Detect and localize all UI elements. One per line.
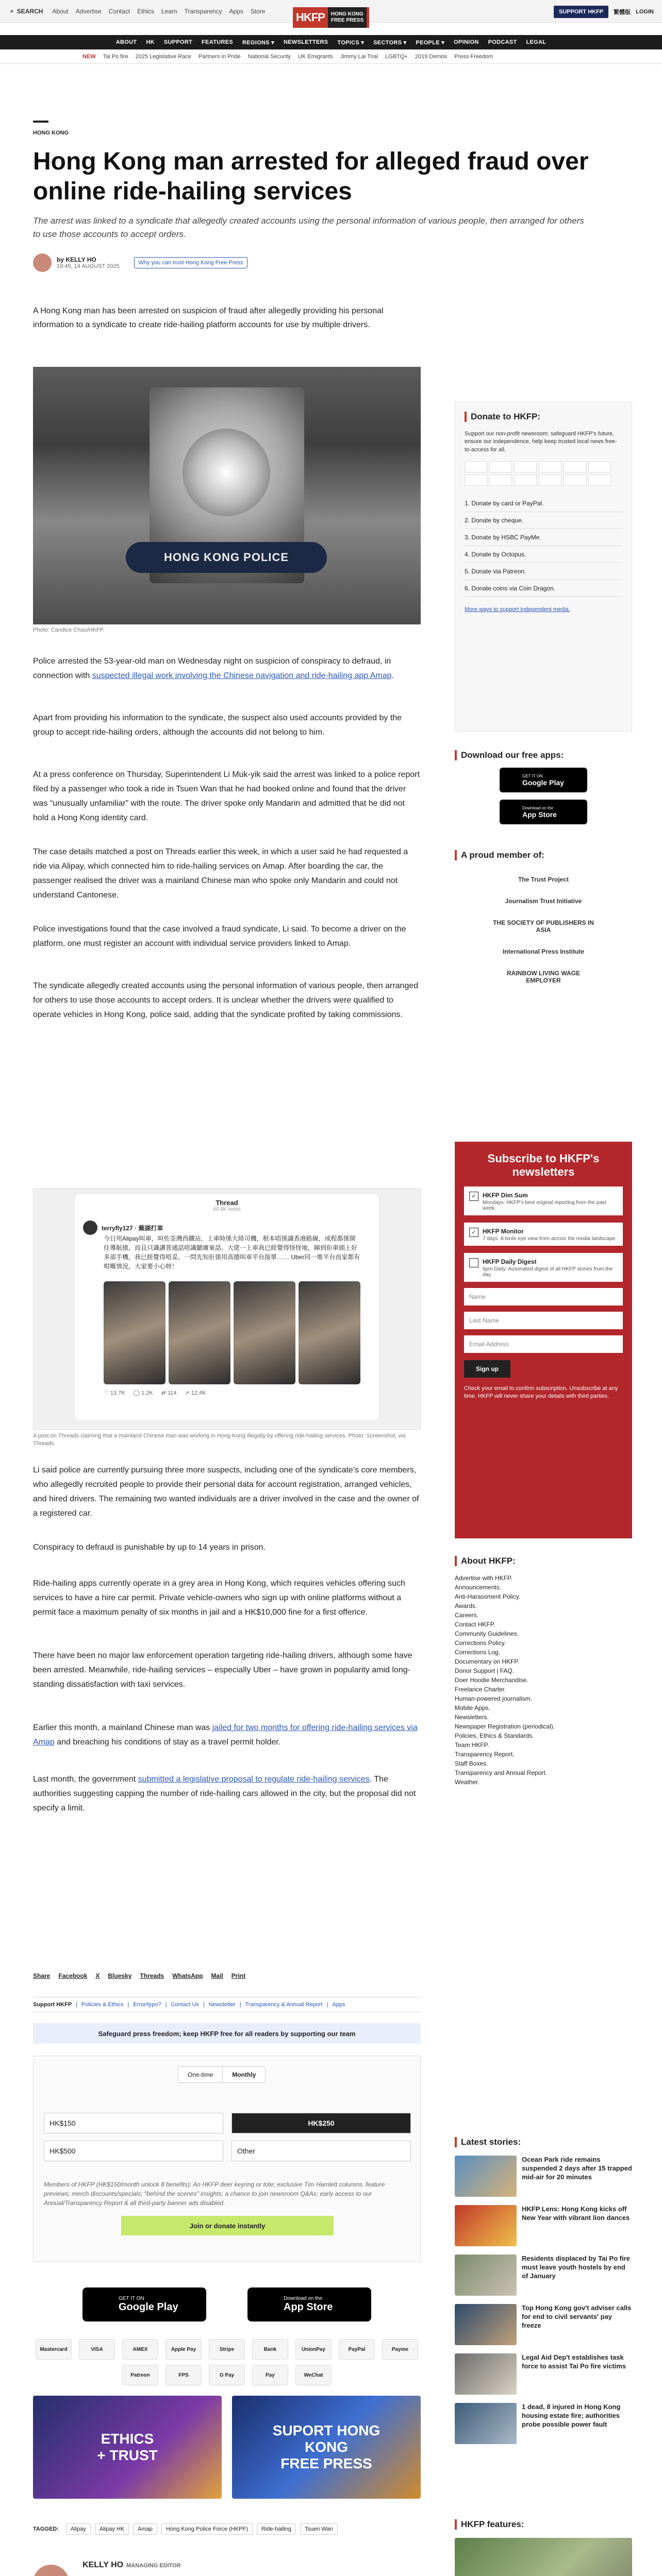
threads-image [299,1281,360,1384]
about-link[interactable]: Policies, Ethics & Standards. [455,1732,534,1739]
donate-button[interactable]: Join or donate instantly [121,2216,334,2235]
nav-item[interactable]: SUPPORT [163,39,193,45]
paragraph: Apart from providing his information to the syndicate, the suspect also used accounts provided by the group to accept ride-hailing orders, although the accounts did not belong to him. [33,714,402,737]
logo-text: HONG KONG FREE PRESS [328,7,367,28]
about-link[interactable]: Staff Boxes. [455,1760,488,1767]
sidebar-heading: Donate to HKFP: [465,412,622,422]
hero-image [33,367,421,624]
newsletter-signup [455,1142,632,1538]
payment-icon: Pay [252,2365,288,2385]
sidebar-heading: Download our free apps: [455,750,632,760]
paragraph: The case details matched a post on Threads earlier this week, in which a user said he had requested a ride via Alipay, which connected him to ride-hailing services on Amap. After boarding the car, the passenger realised the driver was a mainland Chinese man who spoke only Mandarin and could not understand Cantonese. [33,848,408,900]
paragraph: Last month, the government submitted a legislative proposal to regulate ride-hailing services. The authorities suggesting capping the number of ride-hailing cars allowed in the city, but the proposal did not specify a limit. [33,1775,416,1812]
nav-item[interactable]: ABOUT [115,39,137,45]
sidebar-heading: A proud member of: [455,850,632,860]
threads-image [234,1281,295,1384]
main-nav [0,35,662,49]
paragraph: Earlier this month, a mainland Chinese man was jailed for two months for offering ride-hailing services via Amap and breaching his conditions of stay as a travel permit holder. [33,1723,418,1747]
app-store-row [33,2287,421,2321]
article-subtitle: The arrest was linked to a syndicate that allegedly created accounts using the personal information of various people, then arranged for others to use those accounts to accept orders. [33,216,584,239]
about-link[interactable]: Team HKFP. [455,1741,489,1749]
story-thumbnail [455,2304,517,2345]
paragraph: There have been no major law enforcement operation targeting ride-hailing drivers, although some have been arrested. Meanwhile, ride-hailing services – especially Uber – have grown in popularity amid long-standing dissatisfaction with taxi services. [33,1651,412,1689]
donate-method[interactable]: 5. Donate via Patreon. [465,563,622,580]
nav-item[interactable]: PODCAST [488,39,517,45]
paragraph: Police investigations found that the case involved a fraud syndicate, Li said. To become a driver on the platform, one must register an account with individual service providers linked to Amap. [33,925,406,948]
top-link[interactable]: Ethics [137,7,154,15]
feature-story[interactable] [455,2538,632,2576]
app-store-button[interactable]: Download on the App Store [247,2287,371,2321]
sidebar-heading: Latest stories: [455,2137,632,2147]
sidebar-about [455,1556,632,1787]
membership-note: Members of HKFP (HK$150/month unlock 8 benefits): An HKFP deer keyring or tote; exclusive Tim Hamlett columns, feature previews; merch discounts/specials; "behind the scenes" insights; a chance to join newsroom Q&As; early access to our Annual/Transparency Report & all third-party banner ads disabled. [44,2181,385,2207]
top-right-actions [554,6,654,18]
member-logo[interactable]: International Press Institute [502,948,585,955]
payment-icon: Payme [382,2339,418,2360]
payment-icon: Bank [252,2339,288,2360]
search-button[interactable]: ⌕ SEARCH [10,7,43,15]
paragraph: Ride-hailing apps currently operate in a grey area in Hong Kong, which requires vehicles offering such services to have a hire car permit. Private vehicle-owners who sign up with online platforms without a permit face a maximum penalty of six months in jail and a HK$10,000 fine for a first offence. [33,1579,405,1617]
payment-icon: Patreon [122,2365,158,2385]
threads-images [104,1281,360,1384]
frequency-toggle [178,2066,266,2083]
share-x[interactable]: X [95,1972,100,1979]
tag[interactable]: Alipay [66,2523,91,2535]
top-link[interactable]: Transparency [184,7,222,15]
author-name[interactable]: KELLY HO MANAGING EDITOR [82,2561,181,2569]
tag[interactable]: Alipay HK [95,2523,129,2535]
article-title: Hong Kong man arrested for alleged fraud over online ride-hailing services [33,148,589,205]
latest-story[interactable]: Ocean Park ride remains suspended 2 days after 15 trapped mid-air for 20 minutes [455,2156,632,2197]
share-bluesky[interactable]: Bluesky [108,1972,132,1979]
payment-icon [588,461,611,472]
about-link[interactable]: Careers. [455,1612,479,1619]
tag[interactable]: Hong Kong Police Force (HKPF) [161,2523,253,2535]
payment-icon [489,474,512,486]
footer-link[interactable]: Apps [332,2002,345,2008]
member-logo[interactable]: Journalism Trust Initiative [505,897,582,905]
threads-text: 今日用Alipay叫車，叫佐荃灣西鐵站，上車時係大陸司機，根本唔係識香港路線，成程都係開住導航揸，而且只識講普通話唔識聽廣東話。大佬一上車我已經覺得怪怪地，睇到佢車頭上好多部手機，我已經覺得唔妥，一問先知佢係用高德叫車平台接單…… Uber同一堆平台而家都有咁嘅情況，大家要小心呀！ [104,1235,360,1270]
share-label[interactable]: Share [33,1972,51,1979]
sidebar-features [455,2519,632,2576]
about-link[interactable]: Newspaper Registration (periodical). [455,1723,555,1730]
amount-options [44,2113,411,2161]
tag[interactable]: Tsuen Wan [300,2523,338,2535]
payment-icon [489,461,512,472]
trending-bar [0,49,662,64]
safeguard-banner[interactable]: Safeguard press freedom; keep HKFP free for all readers by supporting our team [33,2023,421,2044]
payment-icon [465,461,487,472]
about-link[interactable]: Donor Support | FAQ. [455,1667,515,1674]
byline-text [57,256,120,269]
trending-item[interactable]: Tai Po fire [103,53,128,60]
amount-option[interactable]: HK$500 [44,2141,223,2161]
threads-image [104,1281,166,1384]
payment-icon [588,474,611,486]
footer-link[interactable]: Error/typo? [133,2002,161,2008]
payment-icon: UnionPay [295,2339,332,2360]
nav-item[interactable]: OPINION [454,39,479,45]
support-button[interactable]: SUPPORT HKFP [554,6,608,18]
about-link[interactable]: Awards. [455,1602,477,1609]
story-thumbnail [455,2403,517,2444]
share-print[interactable]: Print [231,1972,246,1979]
trending-item[interactable]: 2019 Demos [415,53,448,60]
replies-count[interactable]: ◯ 1.2K [133,1390,153,1396]
paragraph: Police arrested the 53-year-old man on Wednesday night on suspicion of conspiracy to defraud, in connection with suspected illegal work involving the Chinese navigation and ride-hailing app Amap. [33,657,394,680]
donate-blurb[interactable]: Support our non-profit newsroom: safeguard HKFP's future, ensure our independence, help keep trusted local news free-to-access for all. [465,431,617,453]
newsletter-option[interactable]: ✓ HKFP Dim Sum Mondays: HKFP's best original reporting from the past week. [464,1187,623,1215]
signup-note: Check your email to confirm subscription. Unsubscribe at any time. HKFP will never share your details with third parties. [464,1385,618,1400]
latest-story[interactable]: Top Hong Kong gov't adviser calls for end to civil servants' pay freeze [455,2304,632,2345]
article-footer-links: Support HKFP | Policies & Ethics | Error/typo? | Contact Us | Newsletter | Transparency & Annual Report | Apps [33,1997,421,2012]
trending-item[interactable]: Press Freedom [454,53,493,60]
payment-icon: WeChat [295,2365,332,2385]
sidebar-heading: HKFP features: [455,2519,632,2530]
payment-icon: Stripe [209,2339,245,2360]
payment-methods [33,2339,421,2385]
sidebar-latest [455,2137,632,2444]
feature-thumbnail [455,2538,632,2576]
nav-item[interactable]: REGIONS ▾ [242,39,274,46]
language-link[interactable]: 繁體版 [614,9,631,15]
about-link[interactable]: Mobile Apps. [455,1704,490,1711]
donate-method[interactable]: 6. Donate coins via Coin Dragon. [465,580,622,597]
trending-item[interactable]: Partners in Pride [198,53,241,60]
article-category[interactable]: HONG KONG [33,130,69,136]
login-link[interactable]: LOGIN [636,9,654,15]
search-icon: ⌕ [10,7,14,14]
tags-label: TAGGED: [33,2526,59,2532]
top-link[interactable]: Store [250,7,266,15]
site-logo[interactable] [293,7,369,28]
sidebar-member [455,850,632,984]
nav-item[interactable]: NEWSLETTERS [284,39,328,45]
payment-icon: AMEX [122,2339,158,2360]
sidebar-apps [455,750,632,824]
trending-item[interactable]: National Security [247,53,291,60]
nav-item[interactable]: LEGAL [526,39,547,45]
paragraph: Li said police are currently pursuing three more suspects, including one of the syndicate’s core members, who allegedly recruited people to provide their personal data for account registration, arranged vehicles, and hired drivers. The remaining two wanted individuals are a driver involved in the case and the owner of a registered car. [33,1466,419,1518]
inline-link[interactable]: submitted a legislative proposal to regulate ride-hailing services [138,1775,370,1784]
about-link[interactable]: Newsletters. [455,1714,489,1721]
donate-methods-list [465,495,622,597]
footer-link[interactable]: Transparency & Annual Report [245,2002,323,2008]
tag[interactable]: Amap [133,2523,157,2535]
shares-count[interactable]: ➚ 12.4K [185,1390,206,1396]
monthly-tab[interactable]: Monthly [222,2067,265,2082]
top-links [52,8,265,15]
email-field[interactable]: Email Address [464,1335,623,1353]
payment-icon: Mastercard [36,2339,72,2360]
story-thumbnail [455,2156,517,2197]
threads-image [169,1281,230,1384]
story-thumbnail [455,2353,517,2395]
footer-link[interactable]: Contact Us [171,2002,199,2008]
trust-link[interactable]: Why you can trust Hong Kong Free Press [134,257,248,268]
amount-option-other[interactable]: Other [231,2141,411,2161]
sidebar-payment-icons [465,461,622,486]
threads-stats [104,1389,206,1396]
payment-icon [564,474,586,486]
threads-avatar [83,1221,97,1235]
donate-method[interactable]: 2. Donate by cheque. [465,512,622,529]
footer-link[interactable]: Support HKFP [33,2002,72,2008]
amount-option-selected[interactable]: HK$250 [231,2113,411,2133]
google-play-button[interactable]: GET IT ON Google Play [82,2287,206,2321]
trending-item[interactable]: UK Emigrants [297,53,333,60]
share-bar [33,1972,245,1979]
author-avatar[interactable] [33,253,52,272]
author-avatar-large[interactable] [33,2565,69,2576]
latest-story[interactable]: 1 dead, 8 injured in Hong Kong housing estate fire; authorities probe possible power fault [455,2403,632,2444]
app-store-button[interactable]: Download on the App Store [500,800,587,824]
nav-item[interactable]: PEOPLE ▾ [416,39,445,46]
paragraph: At a press conference on Thursday, Superintendent Li Muk-yik said the arrest was linked to a police report filed by a passenger who took a ride in Tsuen Wan that he had booked online and found that the driver was “unusually unfamiliar” with the route. The driver spoke only Mandarin and admitted that he did not hold a Hong Kong identity card. [33,770,420,822]
nav-item[interactable]: FEATURES [202,39,233,45]
donation-form [33,2056,421,2262]
share-mail[interactable]: Mail [211,1972,223,1979]
threads-embed[interactable] [33,1188,421,1430]
about-link[interactable]: Transparency Report. [455,1751,515,1758]
subscribe-heading: Subscribe to HKFP's newsletters [487,1152,600,1179]
about-link[interactable]: Contact HKFP. [455,1621,495,1628]
story-thumbnail [455,2205,517,2246]
top-link[interactable]: Advertise [75,7,102,15]
share-threads[interactable]: Threads [140,1972,164,1979]
article-tags [33,2523,421,2535]
footer-link[interactable]: Policies & Ethics [81,2002,124,2008]
story-thumbnail [455,2255,517,2296]
payment-icon [514,474,537,486]
threads-views: 40.4K views [213,1207,241,1212]
threads-post [75,1194,379,1420]
nav-item[interactable]: HK [146,39,155,45]
about-link[interactable]: Weather. [455,1778,479,1786]
badge-banner: HONG KONG POLICE [126,542,327,573]
hero-caption: Photo: Candice Chau/HKFP. [33,627,105,633]
ethics-promo[interactable]: ETHICS + TRUST [33,2396,222,2499]
nav-item[interactable]: TOPICS ▾ [337,39,365,46]
tag[interactable]: Ride-hailing [257,2523,296,2535]
donate-method[interactable]: 4. Donate by Octopus. [465,546,622,563]
member-logo[interactable]: The Trust Project [518,876,569,883]
about-link[interactable]: Corrections Log. [455,1649,501,1656]
payment-icon: Apple Pay [166,2339,202,2360]
footer-link[interactable]: Newsletter [208,2002,236,2008]
google-play-button[interactable]: GET IT ON Google Play [500,768,587,792]
about-link[interactable]: Announcements. [455,1584,502,1591]
one-time-tab[interactable]: One-time [178,2067,222,2082]
payment-icon: G Pay [209,2365,245,2385]
logo-mark: HKFP [293,11,328,24]
donate-method[interactable]: 1. Donate by card or PayPal. [465,495,622,512]
amount-option[interactable]: HK$150 [44,2113,223,2133]
payment-icon: FPS [166,2365,202,2385]
payment-icon [564,461,586,472]
top-link[interactable]: Learn [161,7,177,15]
payment-icon [539,474,561,486]
member-logo[interactable]: THE SOCIETY OF PUBLISHERS IN ASIA [493,919,594,934]
newsletter-option[interactable]: HKFP Daily Digest 6pm Daily: Automated digest of all HKFP stories from the day. [464,1253,623,1282]
reposts-count[interactable]: ⇄ 114 [161,1390,177,1396]
threads-user: terryfly127 · 蕪湖打車 [83,1221,163,1235]
about-link[interactable]: Freelance Charter. [455,1686,506,1693]
payment-icon [539,461,561,472]
about-link[interactable]: Anti-Harassment Policy. [455,1593,521,1600]
promo-row [33,2396,421,2499]
about-link[interactable]: Advertise with HKFP. [455,1574,512,1582]
byline [33,253,247,272]
member-logos [455,876,632,984]
article-lead: A Hong Kong man has been arrested on suspicion of fraud after allegedly providing his personal information to a syndicate to create ride-hailing platform accounts for use by multiple drivers. [33,307,384,330]
trending-item[interactable]: LGBTQ+ [385,53,408,60]
name-field[interactable]: Name [464,1288,623,1306]
inline-link[interactable]: jailed for two months for offering ride-hailing services via Amap [33,1723,418,1747]
byline-date: 19:45, 14 AUGUST 2025 [57,263,120,269]
kicker-bar [33,121,48,123]
byline-author[interactable]: by KELLY HO [57,256,96,263]
sidebar-heading: About HKFP: [455,1556,632,1566]
about-link[interactable]: Community Guidelines. [455,1630,519,1637]
threads-header: Thread [216,1199,238,1207]
trending-new-label: NEW [82,53,96,60]
badge-emblem [183,429,270,516]
payment-icon [514,461,537,472]
threads-caption: A post on Threads claiming that a mainland Chinese man was working in Hong Kong illegally by offering ride-hailing services. Photo: Screenshot, via Threads. [33,1433,406,1447]
more-ways-link[interactable]: More ways to support independent media. [465,606,570,613]
about-link[interactable]: Human-powered journalism. [455,1695,533,1702]
about-link[interactable]: Doer Hoodie Merchandise. [455,1676,528,1684]
donate-method[interactable]: 3. Donate by HSBC PayMe. [465,529,622,546]
latest-story[interactable]: Legal Aid Dep't establishes task force to assist Tai Po fire victims [455,2353,632,2395]
latest-story[interactable]: HKFP Lens: Hong Kong kicks off New Year with vibrant lion dances [455,2205,632,2246]
paragraph: Conspiracy to defraud is punishable by up to 14 years in prison. [33,1543,266,1552]
inline-link[interactable]: suspected illegal work involving the Chinese navigation and ride-hailing app Amap [92,671,392,680]
trending-item[interactable]: Jimmy Lai Trial [340,53,378,60]
about-link[interactable]: Documentary on HKFP. [455,1658,520,1665]
latest-story[interactable]: Residents displaced by Tai Po fire must leave youth hostels by end of January [455,2255,632,2296]
top-link[interactable]: Contact [108,7,130,15]
support-promo[interactable]: SUPORT HONG KONG FREE PRESS [232,2396,421,2499]
share-facebook[interactable]: Facebook [58,1972,88,1979]
last-name-field[interactable]: Last Name [464,1312,623,1329]
payment-icon: VISA [79,2339,115,2360]
top-link[interactable]: About [52,7,69,15]
payment-icon [465,474,487,486]
share-whatsapp[interactable]: WhatsApp [172,1972,203,1979]
top-link[interactable]: Apps [229,7,243,15]
member-logo[interactable]: RAINBOW LIVING WAGE EMPLOYER [507,970,580,984]
payment-icon: PayPal [339,2339,375,2360]
signup-button[interactable]: Sign up [464,1360,510,1378]
about-link[interactable]: Transparency and Annual Report. [455,1769,547,1776]
sidebar-donate [455,402,632,732]
nav-item[interactable]: SECTORS ▾ [373,39,407,46]
paragraph: The syndicate allegedly created accounts using the personal information of various people, then arranged for others to use those accounts to accept orders. It is unclear whether the drivers were qualified to operate vehicles in Hong Kong, police said, adding that the syndicate profited by taking commissions. [33,981,419,1019]
newsletter-option[interactable]: ✓ HKFP Monitor 7 days: A birds-eye view from across the media landscape. [464,1223,623,1246]
likes-count[interactable]: ♡ 13.7K [104,1390,125,1396]
about-list [455,1573,632,1787]
trending-item[interactable]: 2025 Legislative Race [135,53,191,60]
about-link[interactable]: Corrections Policy. [455,1639,506,1647]
